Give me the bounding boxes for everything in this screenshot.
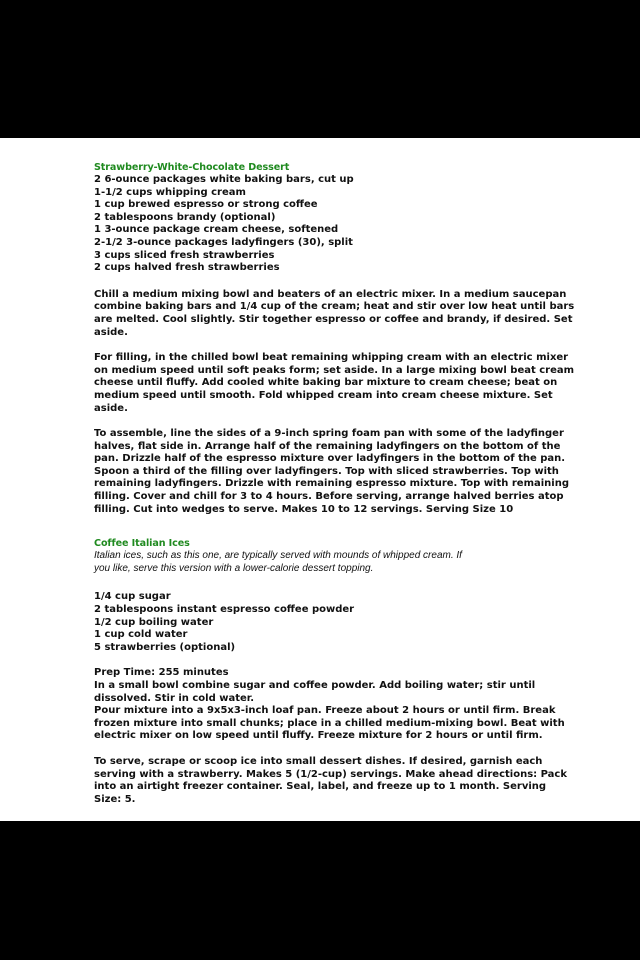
text-line: you like, serve this version with a lower-calorie dessert topping. xyxy=(94,562,374,574)
text-line: pan. Drizzle half of the espresso mixture over ladyfingers in the bottom of the pan. xyxy=(94,453,566,465)
ingredient-line: 2 6-ounce packages white baking bars, cut up xyxy=(94,174,354,185)
text-line: aside. xyxy=(94,326,128,338)
recipe1-step-1 xyxy=(94,288,575,339)
text-line: halves, flat side in. Arrange half of the remaining ladyfingers on the bottom of the xyxy=(94,440,561,452)
text-line: For filling, in the chilled bowl beat remaining whipping cream with an electric mixer xyxy=(94,352,569,364)
text-line: To assemble, line the sides of a 9-inch spring foam pan with some of the ladyfinger xyxy=(94,428,564,440)
text-line: frozen mixture into small chunks; place in a chilled medium-mixing bowl. Beat with xyxy=(94,717,565,729)
text-line: aside. xyxy=(94,402,128,414)
ingredient-line: 1-1/2 cups whipping cream xyxy=(94,186,246,198)
text-line: In a small bowl combine sugar and coffee powder. Add boiling water; stir until xyxy=(94,680,536,691)
recipe1-step-2 xyxy=(94,352,575,415)
text-line: Italian ices, such as this one, are typically served with mounds of whipped cream. If xyxy=(94,550,462,562)
recipe2-ingredients xyxy=(94,591,554,654)
text-line: combine baking bars and 1/4 cup of the cream; heat and stir over low heat until bars xyxy=(94,301,575,313)
ingredient-line: 2 tablespoons brandy (optional) xyxy=(94,211,276,223)
recipe1-ingredients xyxy=(94,174,554,275)
recipe2-intro xyxy=(94,550,554,575)
text-line: serving with a strawberry. Makes 5 (1/2-cup) servings. Make ahead directions: Pack xyxy=(94,768,568,780)
text-line: medium speed until smooth. Fold whipped cream into cream cheese mixture. Set xyxy=(94,389,553,401)
text-line: Prep Time: 255 minutes xyxy=(94,667,229,679)
text-line: filling. Cover and chill for 3 to 4 hours. Before serving, arrange halved berries atop xyxy=(94,491,564,503)
text-line: remaining ladyfingers. Drizzle with remaining espresso mixture. Top with remaining xyxy=(94,478,569,490)
recipe-content xyxy=(94,162,575,806)
text-line: To serve, scrape or scoop ice into small dessert dishes. If desired, garnish each xyxy=(94,755,543,767)
ingredient-line: 1/4 cup sugar xyxy=(94,591,171,603)
text-line: into an airtight freezer container. Seal, label, and freeze up to 1 month. Serving xyxy=(94,781,547,793)
ingredient-line: 1 cup cold water xyxy=(94,629,188,641)
recipe1-title: Strawberry-White-Chocolate Dessert xyxy=(94,162,290,173)
ingredient-line: 1 3-ounce package cream cheese, softened xyxy=(94,224,339,236)
text-line: cheese until fluffy. Add cooled white baking bar mixture to cream cheese; beat on xyxy=(94,377,558,389)
text-line: electric mixer on low speed until fluffy. Freeze mixture for 2 hours or until firm. xyxy=(94,730,543,742)
recipe2-title: Coffee Italian Ices xyxy=(94,538,190,550)
ingredient-line: 5 strawberries (optional) xyxy=(94,641,236,653)
text-line: dissolved. Stir in cold water. xyxy=(94,692,255,704)
ingredient-line: 3 cups sliced fresh strawberries xyxy=(94,249,275,261)
text-line: Pour mixture into a 9x5x3-inch loaf pan. Freeze about 2 hours or until firm. Break xyxy=(94,705,556,717)
recipe2-step-1 xyxy=(94,667,565,743)
ingredient-line: 2 tablespoons instant espresso coffee powder xyxy=(94,604,355,616)
document-page xyxy=(0,138,640,821)
recipe2-step-2 xyxy=(94,755,568,806)
ingredient-line: 2-1/2 3-ounce packages ladyfingers (30), split xyxy=(94,236,353,248)
text-line: are melted. Cool slightly. Stir together espresso or coffee and brandy, if desired. Set xyxy=(94,313,573,325)
text-line: on medium speed until soft peaks form; set aside. In a large mixing bowl beat cream xyxy=(94,364,575,376)
text-line: Chill a medium mixing bowl and beaters of an electric mixer. In a medium saucepan xyxy=(94,288,567,300)
ingredient-line: 1 cup brewed espresso or strong coffee xyxy=(94,199,318,211)
recipe1-step-3 xyxy=(94,428,569,516)
ingredient-line: 2 cups halved fresh strawberries xyxy=(94,262,280,274)
ingredient-line: 1/2 cup boiling water xyxy=(94,616,214,628)
text-line: filling. Cut into wedges to serve. Makes 10 to 12 servings. Serving Size 10 xyxy=(94,503,514,515)
text-line: Spoon a third of the filling over ladyfingers. Top with sliced strawberries. Top with xyxy=(94,465,559,477)
text-line: Size: 5. xyxy=(94,793,136,805)
